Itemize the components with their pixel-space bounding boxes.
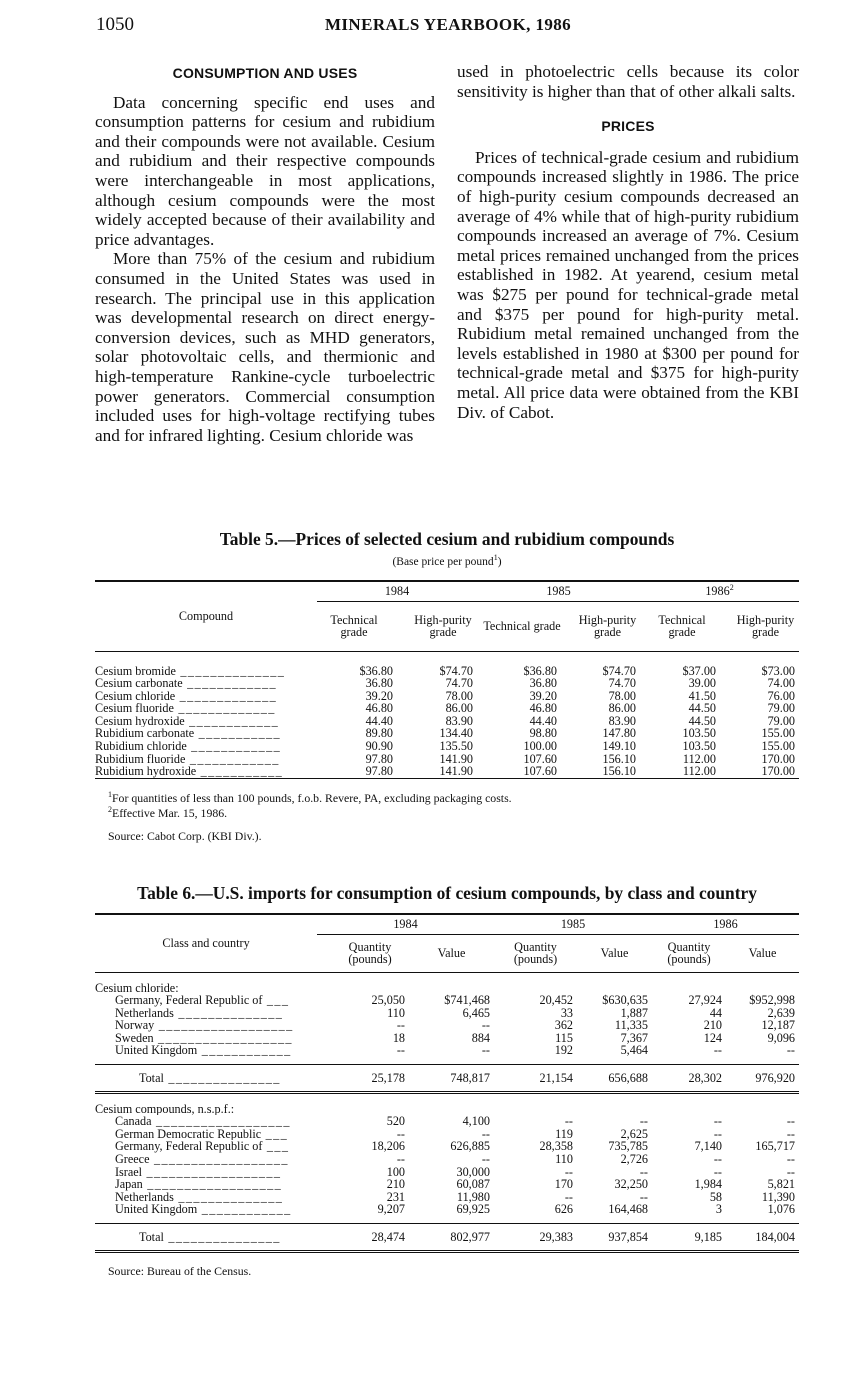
row-label-text: Rubidium hydroxide	[95, 765, 197, 779]
table6-col-quantity-1985: Quantity (pounds)	[513, 939, 558, 966]
cell-value: 156.10	[602, 751, 636, 766]
cell-value: 1,887	[620, 1005, 648, 1020]
table5-subtitle-text: (Base price per pound	[392, 556, 494, 568]
cell-value: 210	[386, 1177, 405, 1192]
table5-col-technical-1984: Technical grade	[330, 612, 378, 639]
row-label-text: Norway	[115, 1019, 155, 1032]
cell-value: 39.20	[365, 688, 393, 703]
cell-value: 76.00	[767, 688, 795, 703]
table6-row	[95, 1128, 799, 1141]
table6-row	[95, 1203, 799, 1216]
table6-imports	[95, 913, 799, 1253]
row-label	[95, 1044, 317, 1057]
page-number: 1050	[96, 14, 134, 35]
cell-value: 89.80	[365, 726, 393, 741]
table5-body	[95, 652, 799, 779]
cell-value: --	[481, 1126, 490, 1141]
cell-value: $36.80	[359, 663, 393, 678]
row-label-text: Rubidium fluoride	[95, 752, 186, 766]
cell-value: 748,817	[409, 1064, 494, 1093]
cell-value: --	[564, 1189, 573, 1204]
cell-value: --	[481, 1043, 490, 1058]
dot-leader: __________________	[149, 1153, 289, 1166]
table5-year-1986-sup: 2	[729, 583, 734, 593]
table6-title: Table 6.—U.S. imports for consumption of cesium compounds, by class and country	[137, 883, 757, 903]
cell-value: $37.00	[682, 663, 716, 678]
table6-col-value-1985: Value	[600, 945, 629, 960]
cell-value: 110	[387, 1005, 405, 1020]
cell-value: 29,383	[494, 1223, 577, 1252]
row-label-text: Israel	[115, 1165, 143, 1179]
table6-row	[95, 1178, 799, 1191]
cell-value: 626,885	[450, 1139, 490, 1154]
cell-value: 1,984	[694, 1177, 722, 1192]
table5-col-high-1986: High-purity grade	[736, 612, 795, 639]
cell-value: 36.80	[529, 676, 557, 691]
cell-value: 141.90	[439, 751, 473, 766]
cell-value: --	[396, 1043, 405, 1058]
running-title: MINERALS YEARBOOK, 1986	[324, 15, 572, 34]
cell-value: 44.50	[688, 713, 716, 728]
cell-value: 937,854	[577, 1223, 652, 1252]
row-label-text: United Kingdom	[115, 1203, 198, 1216]
table5-col-high-1985: High-purity grade	[578, 612, 637, 639]
cell-value: 97.80	[365, 764, 393, 779]
cell-value: 802,977	[409, 1223, 494, 1252]
cell-value: 170.00	[761, 764, 795, 779]
cell-value: 107.60	[523, 751, 557, 766]
cell-value: 119	[555, 1126, 573, 1141]
row-label-text: Japan	[115, 1178, 143, 1191]
cell-value: --	[481, 1018, 490, 1033]
table5-col-high-1984: High-purity grade	[414, 612, 472, 639]
cell-value: 97.80	[365, 751, 393, 766]
table6-row	[95, 1191, 799, 1204]
paragraph-consumption-2: More than 75% of the cesium and rubidium consumed in the United States was used in research. The principal use in this application was developmental research on direct energy-conversion devices, such as MHD generators, solar photovoltaic cells, and thermionic and high-temperature Rankine-cycle turboelectric power generators. Commercial consumption included uses for high-voltage rectifying tubes and for infrared lighting. Cesium chloride was	[95, 249, 435, 445]
table5-year-1984: 1984	[317, 581, 477, 602]
table5-year-1986-text: 1986	[705, 584, 730, 599]
cell-value: 124	[703, 1030, 722, 1045]
cell-value: 112.00	[682, 764, 716, 779]
row-label-text: Netherlands	[115, 1190, 174, 1204]
cell-value: 11,335	[614, 1018, 648, 1033]
cell-value: 21,154	[494, 1064, 577, 1093]
table5-subtitle-sup: 1	[493, 553, 498, 563]
cell-value: 155.00	[761, 739, 795, 754]
row-label	[95, 690, 317, 703]
table5-row	[95, 702, 799, 715]
cell-value: 74.00	[767, 676, 795, 691]
table5-year-1986	[640, 581, 799, 602]
row-label-text: Cesium carbonate	[95, 677, 183, 690]
row-label-text: Germany, Federal Republic of	[115, 994, 263, 1007]
row-label	[95, 1223, 317, 1252]
cell-value: 74.70	[608, 676, 636, 691]
section-heading-prices: PRICES	[601, 118, 655, 135]
cell-value: 90.90	[365, 739, 393, 754]
table6-group1-total	[95, 1064, 799, 1093]
table5-footnote-1-sup: 1	[108, 790, 112, 800]
cell-value: 7,140	[694, 1139, 722, 1154]
cell-value: 11,980	[456, 1189, 490, 1204]
cell-value: 156.10	[602, 764, 636, 779]
dot-leader: ______________	[175, 664, 286, 678]
cell-value: --	[786, 1114, 795, 1129]
cell-value: 184,004	[726, 1223, 799, 1252]
dot-leader: ___	[261, 1127, 289, 1141]
cell-value: 112.00	[682, 751, 716, 766]
cell-value: $630,635	[602, 993, 648, 1008]
table5-col-technical-1986: Technical grade	[658, 612, 706, 639]
dot-leader: ____________	[197, 1044, 292, 1058]
cell-value: 5,464	[620, 1043, 648, 1058]
table6-row	[95, 1019, 799, 1032]
cell-value: 36.80	[365, 676, 393, 691]
group-label: Cesium chloride:	[95, 981, 179, 995]
cell-value: 170	[554, 1177, 573, 1192]
cell-value: $74.70	[439, 663, 473, 678]
row-label	[95, 994, 317, 1007]
table6-group2-total	[95, 1223, 799, 1252]
table5-footnote-2-sup: 2	[108, 805, 112, 815]
table5-footnote-2	[108, 806, 227, 821]
row-label	[95, 753, 317, 766]
cell-value: 147.80	[602, 726, 636, 741]
row-label-text: Netherlands	[115, 1006, 174, 1020]
cell-value: --	[786, 1126, 795, 1141]
table6-col-quantity-1986: Quantity (pounds)	[667, 939, 711, 966]
cell-value: 83.90	[608, 713, 636, 728]
row-label	[95, 1007, 317, 1020]
cell-value: $74.70	[602, 663, 636, 678]
cell-value: --	[564, 1164, 573, 1179]
row-label	[95, 765, 317, 778]
cell-value: 44	[709, 1005, 722, 1020]
cell-value: 86.00	[608, 701, 636, 716]
cell-value: 100.00	[523, 739, 557, 754]
dot-leader: _____________	[175, 689, 278, 703]
cell-value: 4,100	[462, 1114, 490, 1129]
dot-leader: __________________	[151, 1115, 291, 1128]
cell-value: 2,625	[620, 1126, 648, 1141]
table6-year-1985: 1985	[494, 914, 652, 935]
cell-value: 626	[554, 1202, 573, 1217]
cell-value: 192	[554, 1043, 573, 1058]
cell-value: --	[786, 1164, 795, 1179]
cell-value: $36.80	[523, 663, 557, 678]
cell-value: 33	[560, 1005, 573, 1020]
row-label-text: Total	[139, 1229, 164, 1244]
cell-value: 1,076	[767, 1202, 795, 1217]
cell-value: 46.80	[529, 701, 557, 716]
cell-value: 98.80	[529, 726, 557, 741]
row-label	[95, 665, 317, 678]
dot-leader: __________________	[153, 1031, 293, 1045]
paragraph-prices: Prices of technical-grade cesium and rubidium compounds increased slightly in 1986. The price of high-purity cesium compounds decreased an average of 4% while that of high-purity rubidium compounds increased an average of 7%. Cesium metal prices remained unchanged from the prices established in 1982. At yearend, cesium metal was $275 per pound for technical-grade metal and $375 per pound for high-purity metal. Rubidium metal remained unchanged from the levels established in 1980 at $300 per pound for technical-grade metal and $375 for high-purity metal. All price data were obtained from the KBI Div. of Cabot.	[457, 147, 799, 422]
cell-value: 60,087	[456, 1177, 490, 1192]
row-label	[95, 1191, 317, 1204]
row-label-text: United Kingdom	[115, 1044, 198, 1058]
dot-leader: ___	[262, 994, 290, 1007]
dot-leader: ____________	[184, 714, 280, 728]
dot-leader: __________________	[142, 1165, 282, 1179]
row-label	[95, 1153, 317, 1166]
cell-value: 27,924	[688, 993, 722, 1008]
table6-class-header: Class and country	[162, 936, 250, 951]
cell-value: 28,474	[317, 1223, 409, 1252]
row-label	[95, 1203, 317, 1216]
dot-leader: ____________	[186, 740, 282, 753]
table5-prices	[95, 580, 799, 779]
cell-value: $952,998	[749, 993, 795, 1008]
cell-value: 362	[554, 1018, 573, 1033]
cell-value: --	[713, 1164, 722, 1179]
cell-value: 83.90	[445, 713, 473, 728]
table5-subtitle-end: )	[497, 556, 502, 568]
cell-value: 9,185	[652, 1223, 726, 1252]
cell-value: 28,358	[539, 1139, 573, 1154]
table6-col-value-1986: Value	[748, 945, 777, 960]
row-label	[95, 1178, 317, 1191]
cell-value: 44.50	[688, 701, 716, 716]
left-column	[95, 62, 435, 445]
cell-value: 110	[555, 1152, 573, 1167]
dot-leader: ___	[262, 1140, 290, 1154]
row-label	[95, 727, 317, 740]
table6-year-1984: 1984	[317, 914, 494, 935]
paragraph-consumption-continued: used in photoelectric cells because its color sensitivity is higher than that of other alkali salts.	[457, 62, 799, 101]
row-label-text: Rubidium carbonate	[95, 727, 195, 741]
cell-value: 735,785	[608, 1139, 648, 1154]
cell-value: --	[396, 1126, 405, 1141]
row-label	[95, 1019, 317, 1032]
cell-value: 9,096	[767, 1030, 795, 1045]
table5-footnote-2-text: Effective Mar. 15, 1986.	[112, 806, 228, 820]
cell-value: --	[564, 1114, 573, 1129]
row-label	[95, 702, 317, 715]
cell-value: 39.20	[529, 688, 557, 703]
dot-leader: ___________	[196, 765, 284, 779]
cell-value: 103.50	[682, 726, 716, 741]
cell-value: 6,465	[462, 1005, 490, 1020]
row-label-text: Total	[139, 1070, 164, 1085]
cell-value: 79.00	[767, 701, 795, 716]
table5-compound-header: Compound	[178, 609, 234, 624]
cell-value: --	[639, 1189, 648, 1204]
cell-value: 976,920	[726, 1064, 799, 1093]
cell-value: 9,207	[377, 1202, 405, 1217]
row-label-text: German Democratic Republic	[115, 1127, 262, 1141]
table5-row	[95, 740, 799, 753]
cell-value: 165,717	[755, 1139, 795, 1154]
cell-value: 103.50	[682, 739, 716, 754]
table5-footnote-1	[108, 791, 512, 806]
cell-value: 656,688	[577, 1064, 652, 1093]
cell-value: 170.00	[761, 751, 795, 766]
table5-row	[95, 765, 799, 778]
row-label	[95, 677, 317, 690]
dot-leader: __________________	[142, 1178, 283, 1191]
cell-value: --	[713, 1114, 722, 1129]
cell-value: 30,000	[456, 1164, 490, 1179]
cell-value: 100	[386, 1164, 405, 1179]
cell-value: 7,367	[620, 1030, 648, 1045]
cell-value: 25,178	[317, 1064, 409, 1093]
cell-value: 135.50	[439, 739, 473, 754]
cell-value: 3	[715, 1202, 722, 1217]
cell-value: --	[786, 1043, 795, 1058]
dot-leader: ____________	[182, 677, 278, 690]
cell-value: 79.00	[767, 713, 795, 728]
table6-row	[95, 1032, 799, 1045]
table5-subtitle	[95, 553, 799, 568]
cell-value: --	[713, 1126, 722, 1141]
cell-value: 74.70	[445, 676, 473, 691]
cell-value: $741,468	[444, 993, 490, 1008]
table5-row	[95, 677, 799, 690]
dot-leader: ____________	[185, 752, 280, 766]
cell-value: 44.40	[365, 713, 393, 728]
table6-row	[95, 1140, 799, 1153]
table6-row	[95, 1115, 799, 1128]
cell-value: 141.90	[439, 764, 473, 779]
section-heading-consumption: CONSUMPTION AND USES	[172, 65, 358, 81]
cell-value: --	[639, 1164, 648, 1179]
cell-value: --	[639, 1114, 648, 1129]
row-label	[95, 715, 317, 728]
row-label	[95, 1166, 317, 1179]
table6-row	[95, 994, 799, 1007]
cell-value: 69,925	[456, 1202, 490, 1217]
cell-value: 20,452	[539, 993, 573, 1008]
row-label-text: Sweden	[115, 1031, 154, 1045]
row-label-text: Cesium hydroxide	[95, 714, 185, 728]
cell-value: --	[481, 1152, 490, 1167]
cell-value: 231	[386, 1189, 405, 1204]
cell-value: 18,206	[371, 1139, 405, 1154]
table5-source: Source: Cabot Corp. (KBI Div.).	[108, 829, 262, 843]
dot-leader: ____________	[197, 1203, 292, 1216]
dot-leader: ______________	[173, 1190, 284, 1204]
cell-value: 25,050	[371, 993, 405, 1008]
cell-value: --	[396, 1018, 405, 1033]
table6-row	[95, 1153, 799, 1166]
cell-value: 78.00	[608, 688, 636, 703]
cell-value: $73.00	[761, 663, 795, 678]
table6-row	[95, 1007, 799, 1020]
paragraph-consumption-1: Data concerning specific end uses and consumption patterns for cesium and rubidium and their compounds were not available. Cesium and rubidium and their respective compounds were interchangeable in most applications, although cesium compounds were the most widely accepted because of their availability and price advantages.	[95, 92, 435, 249]
cell-value: 2,639	[767, 1005, 795, 1020]
cell-value: 46.80	[365, 701, 393, 716]
row-label	[95, 1128, 317, 1141]
cell-value: 134.40	[439, 726, 473, 741]
cell-value: 18	[392, 1030, 405, 1045]
cell-value: --	[396, 1152, 405, 1167]
cell-value: 58	[709, 1189, 722, 1204]
table6-row	[95, 1044, 799, 1057]
cell-value: --	[786, 1152, 795, 1167]
table5-footnote-1-text: For quantities of less than 100 pounds, f.o.b. Revere, PA, excluding packaging costs.	[112, 791, 512, 805]
cell-value: 155.00	[761, 726, 795, 741]
cell-value: --	[713, 1043, 722, 1058]
cell-value: 41.50	[688, 688, 716, 703]
row-label-text: Greece	[115, 1153, 150, 1166]
cell-value: 5,821	[767, 1177, 795, 1192]
cell-value: --	[713, 1152, 722, 1167]
row-label-text: Canada	[115, 1115, 152, 1128]
row-label	[95, 1140, 317, 1153]
table6-year-1986: 1986	[652, 914, 799, 935]
table6-body	[95, 973, 799, 1252]
table6-source: Source: Bureau of the Census.	[108, 1264, 252, 1278]
row-label-text: Cesium fluoride	[95, 702, 174, 715]
cell-value: 12,187	[761, 1018, 795, 1033]
row-label	[95, 1032, 317, 1045]
cell-value: 2,726	[620, 1152, 648, 1167]
cell-value: 520	[386, 1114, 405, 1129]
table6-group2-label	[95, 1103, 799, 1116]
dot-leader: _____________	[173, 702, 276, 715]
row-label-text: Cesium chloride	[95, 689, 176, 703]
table6-col-quantity-1984: Quantity (pounds)	[348, 939, 392, 966]
table6-col-value-1984: Value	[437, 945, 466, 960]
row-label	[95, 1064, 317, 1093]
running-header	[96, 14, 800, 38]
cell-value: 32,250	[614, 1177, 648, 1192]
cell-value: 11,390	[761, 1189, 795, 1204]
table5-col-technical-1985: Technical grade	[483, 618, 561, 633]
table6-row	[95, 1166, 799, 1179]
cell-value: 164,468	[608, 1202, 648, 1217]
right-column	[457, 62, 799, 422]
cell-value: 115	[555, 1030, 573, 1045]
row-label-text: Cesium bromide	[95, 664, 176, 678]
cell-value: 28,302	[652, 1064, 726, 1093]
cell-value: 149.10	[602, 739, 636, 754]
dot-leader: ___________	[194, 727, 282, 741]
cell-value: 107.60	[523, 764, 557, 779]
cell-value: 78.00	[445, 688, 473, 703]
cell-value: 86.00	[445, 701, 473, 716]
table5-title: Table 5.—Prices of selected cesium and rubidium compounds	[219, 529, 675, 549]
cell-value: 210	[703, 1018, 722, 1033]
dot-leader: __________________	[154, 1019, 294, 1032]
row-label	[95, 1115, 317, 1128]
table5-year-1985: 1985	[477, 581, 640, 602]
cell-value: 44.40	[529, 713, 557, 728]
cell-value: 884	[471, 1030, 490, 1045]
row-label-text: Rubidium chloride	[95, 740, 187, 753]
row-label	[95, 740, 317, 753]
dot-leader: _______________	[163, 1070, 281, 1085]
row-label-text: Germany, Federal Republic of	[115, 1140, 263, 1154]
cell-value: 39.00	[688, 676, 716, 691]
group-label: Cesium compounds, n.s.p.f.:	[95, 1102, 235, 1116]
dot-leader: _______________	[163, 1229, 281, 1244]
dot-leader: ______________	[173, 1006, 284, 1020]
